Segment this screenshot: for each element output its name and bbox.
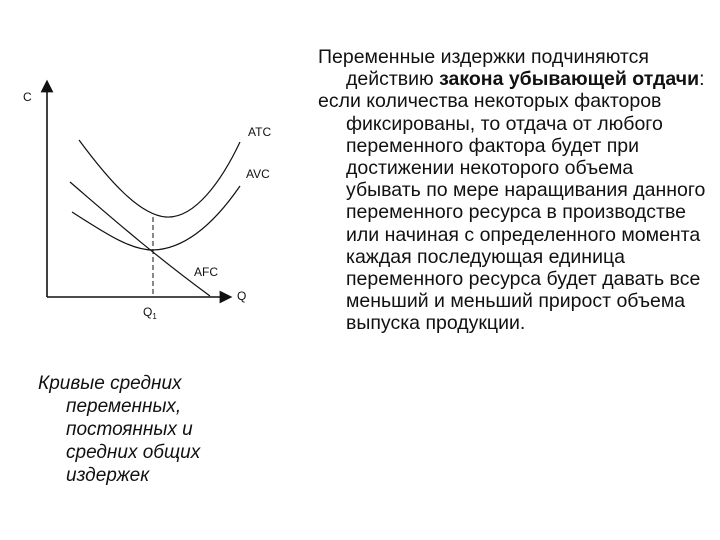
- x-axis-label: Q: [237, 289, 247, 303]
- caption-line-3: постоянных и: [66, 419, 193, 440]
- caption-line-4: средних общих: [66, 442, 201, 463]
- avc-curve: [72, 186, 240, 250]
- atc-curve: [79, 140, 240, 217]
- caption-line-5: издержек: [66, 465, 150, 486]
- cost-curves-diagram: [0, 0, 300, 340]
- law-name: закона убывающей отдачи: [439, 68, 700, 91]
- caption-line-2: переменных,: [66, 396, 182, 417]
- afc-label: AFC: [194, 265, 218, 279]
- explanation-text: [318, 46, 713, 335]
- y-axis-label: C: [23, 90, 32, 104]
- q1-label-main: Q: [143, 305, 153, 319]
- paragraph-variable-costs: [318, 46, 713, 90]
- atc-label: ATC: [248, 125, 272, 139]
- q1-label-subscript: 1: [152, 312, 157, 321]
- avc-label: AVC: [246, 167, 270, 181]
- paragraph-1-text: Переменные издержки подчиняются действию: [318, 46, 649, 91]
- paragraph-law-definition: если количества некоторых факторов фиксированы, то отдача от любого переменного фактора будет при достижении некоторого объема убывать по мере наращивания данного переменного ресурса в производстве или начиная с определенного момента каждая последующая единица переменного ресурса будет давать все меньший и меньший прирост объема выпуска продукции.: [318, 90, 706, 335]
- diagram-caption: [38, 372, 268, 487]
- q1-label: [143, 305, 157, 321]
- caption-line-1: Кривые средних: [38, 373, 182, 394]
- paragraph-1-end: :: [699, 68, 705, 91]
